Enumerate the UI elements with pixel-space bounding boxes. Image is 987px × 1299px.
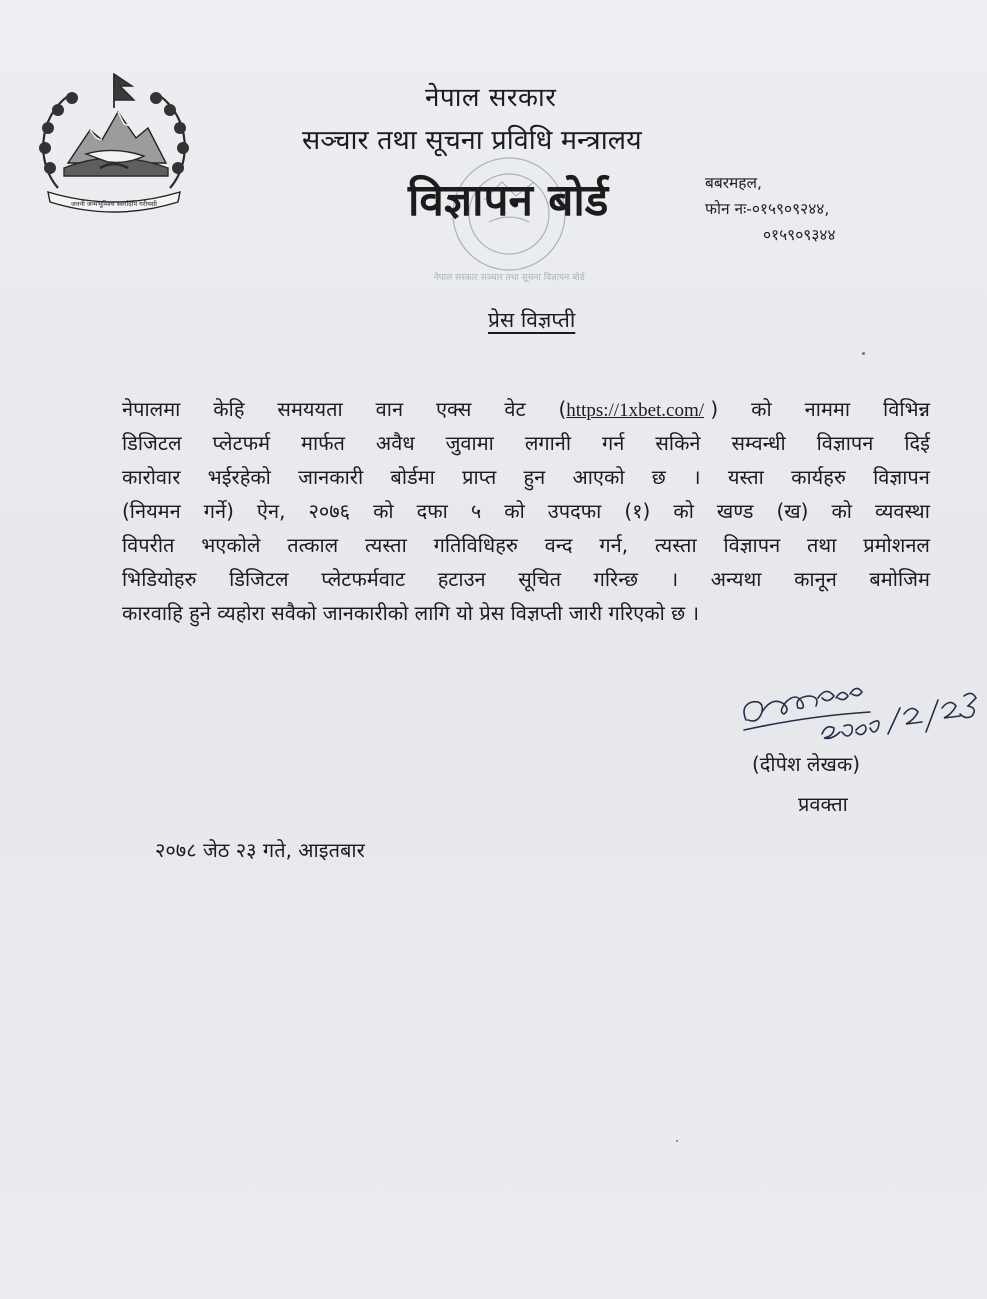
notice-word: को <box>673 499 694 523</box>
notice-word: कारवाहि हुने व्यहोरा सवैको जानकारीको लागि यो प्रेस विज्ञप्ती जारी गरिएको छ । <box>122 601 700 625</box>
scan-speck <box>862 352 865 355</box>
notice-word: एक्स <box>436 397 472 421</box>
notice-word: २०७६ <box>308 499 351 523</box>
notice-word: तथा <box>807 533 837 557</box>
notice-word: नाममा <box>804 397 851 421</box>
notice-word: तत्काल <box>287 533 339 557</box>
notice-word: डिजिटल <box>122 431 182 455</box>
notice-word: डिजिटल <box>229 567 289 591</box>
notice-word: दफा <box>416 499 448 523</box>
issue-date: २०७८ जेठ २३ गते, आइतबार <box>155 838 365 862</box>
notice-word: खण्ड <box>716 499 754 523</box>
handwritten-signature <box>738 668 983 758</box>
notice-word: कानून <box>794 567 837 591</box>
notice-word: विज्ञापन <box>873 465 930 489</box>
notice-word: गर्न <box>602 431 625 455</box>
notice-line <box>122 426 930 460</box>
notice-line <box>122 528 930 562</box>
notice-line <box>122 596 930 630</box>
signer-role: प्रवक्ता <box>798 792 848 816</box>
ministry-name: सञ्चार तथा सूचना प्रविधि मन्त्रालय <box>302 125 642 156</box>
notice-word: विपरीत <box>122 533 175 557</box>
notice-word: को <box>831 499 852 523</box>
government-name: नेपाल सरकार <box>425 83 557 113</box>
notice-word: ऐन, <box>256 499 286 523</box>
notice-word: विभिन्न <box>883 397 930 421</box>
notice-word: गतिविधिहरु <box>433 533 518 557</box>
contact-block <box>705 170 836 248</box>
notice-word: बोर्डमा <box>390 465 435 489</box>
notice-word: समययता <box>277 397 343 421</box>
phone-primary: फोन नः-०१५९०९२४४, <box>705 200 830 218</box>
notice-word: (ख) <box>776 499 809 523</box>
notice-line <box>122 562 930 596</box>
notice-word: (नियमन <box>122 499 181 523</box>
notice-word: को <box>504 499 525 523</box>
notice-word: वान <box>375 397 404 421</box>
notice-word: मार्फत <box>301 431 345 455</box>
scan-speck <box>676 1140 678 1142</box>
notice-word: (१) <box>624 499 651 523</box>
notice-word: को <box>373 499 394 523</box>
notice-word: बमोजिम <box>869 567 930 591</box>
notice-word: आएको <box>572 465 625 489</box>
notice-word: गर्न, <box>599 533 629 557</box>
notice-word: गरिन्छ <box>593 567 638 591</box>
notice-word: जानकारी <box>298 465 364 489</box>
notice-word: प्राप्त <box>462 465 497 489</box>
address: बबरमहल, <box>705 174 762 192</box>
notice-line <box>122 460 930 494</box>
notice-word: (https://1xbet.com/ ) <box>558 397 719 421</box>
notice-word: अन्यथा <box>710 567 762 591</box>
notice-word: भएकोले <box>201 533 261 557</box>
notice-word: उपदफा <box>547 499 602 523</box>
notice-word: हटाउन <box>437 567 486 591</box>
notice-word: सम्वन्धी <box>731 431 786 455</box>
notice-word: कारोवार <box>122 465 181 489</box>
notice-body <box>122 392 930 630</box>
notice-word: केहि <box>213 397 245 421</box>
notice-word: विज्ञापन <box>723 533 781 557</box>
notice-title: प्रेस विज्ञप्ती <box>488 308 576 332</box>
notice-word: सूचित <box>518 567 562 591</box>
phone-secondary: ०१५९०९३४४ <box>763 226 836 244</box>
notice-word: कार्यहरु <box>791 465 846 489</box>
notice-word: प्लेटफर्म <box>212 431 271 455</box>
notice-word: यस्ता <box>727 465 764 489</box>
notice-word: प्रमोशनल <box>863 533 930 557</box>
notice-word: व्यवस्था <box>874 499 930 523</box>
notice-word: अवैध <box>375 431 415 455</box>
notice-word: छ <box>651 465 666 489</box>
notice-word: भिडियोहरु <box>122 567 197 591</box>
signer-name: (दीपेश लेखक) <box>752 752 861 776</box>
notice-word: त्यस्ता <box>654 533 697 557</box>
notice-word: सकिने <box>655 431 701 455</box>
emblem-motto: जननी जन्मभूमिश्च स्वर्गादपि गरीयसी <box>71 200 157 208</box>
notice-word: दिई <box>904 431 930 455</box>
notice-line <box>122 494 930 528</box>
stamp-text: नेपाल सरकार सञ्चार तथा सूचना विज्ञापन बोर्ड <box>433 273 585 283</box>
notice-word: को <box>751 397 772 421</box>
notice-word: वेट <box>504 397 526 421</box>
notice-word: नेपालमा <box>122 397 181 421</box>
notice-word: जुवामा <box>445 431 494 455</box>
notice-word: । <box>693 465 701 489</box>
notice-word: त्यस्ता <box>365 533 407 557</box>
notice-word: भईरहेको <box>207 465 271 489</box>
notice-word: वन्द <box>544 533 573 557</box>
notice-word: हुन <box>523 465 546 489</box>
notice-word: प्लेटफर्मवाट <box>321 567 406 591</box>
notice-word: । <box>670 567 679 591</box>
notice-word: लगानी <box>524 431 572 455</box>
notice-word: गर्ने) <box>203 499 234 523</box>
notice-line <box>122 392 930 426</box>
notice-word: ५ <box>470 499 482 523</box>
nepal-emblem-icon <box>28 68 200 218</box>
board-name: विज्ञापन बोर्ड <box>408 175 609 226</box>
notice-word: विज्ञापन <box>816 431 874 455</box>
